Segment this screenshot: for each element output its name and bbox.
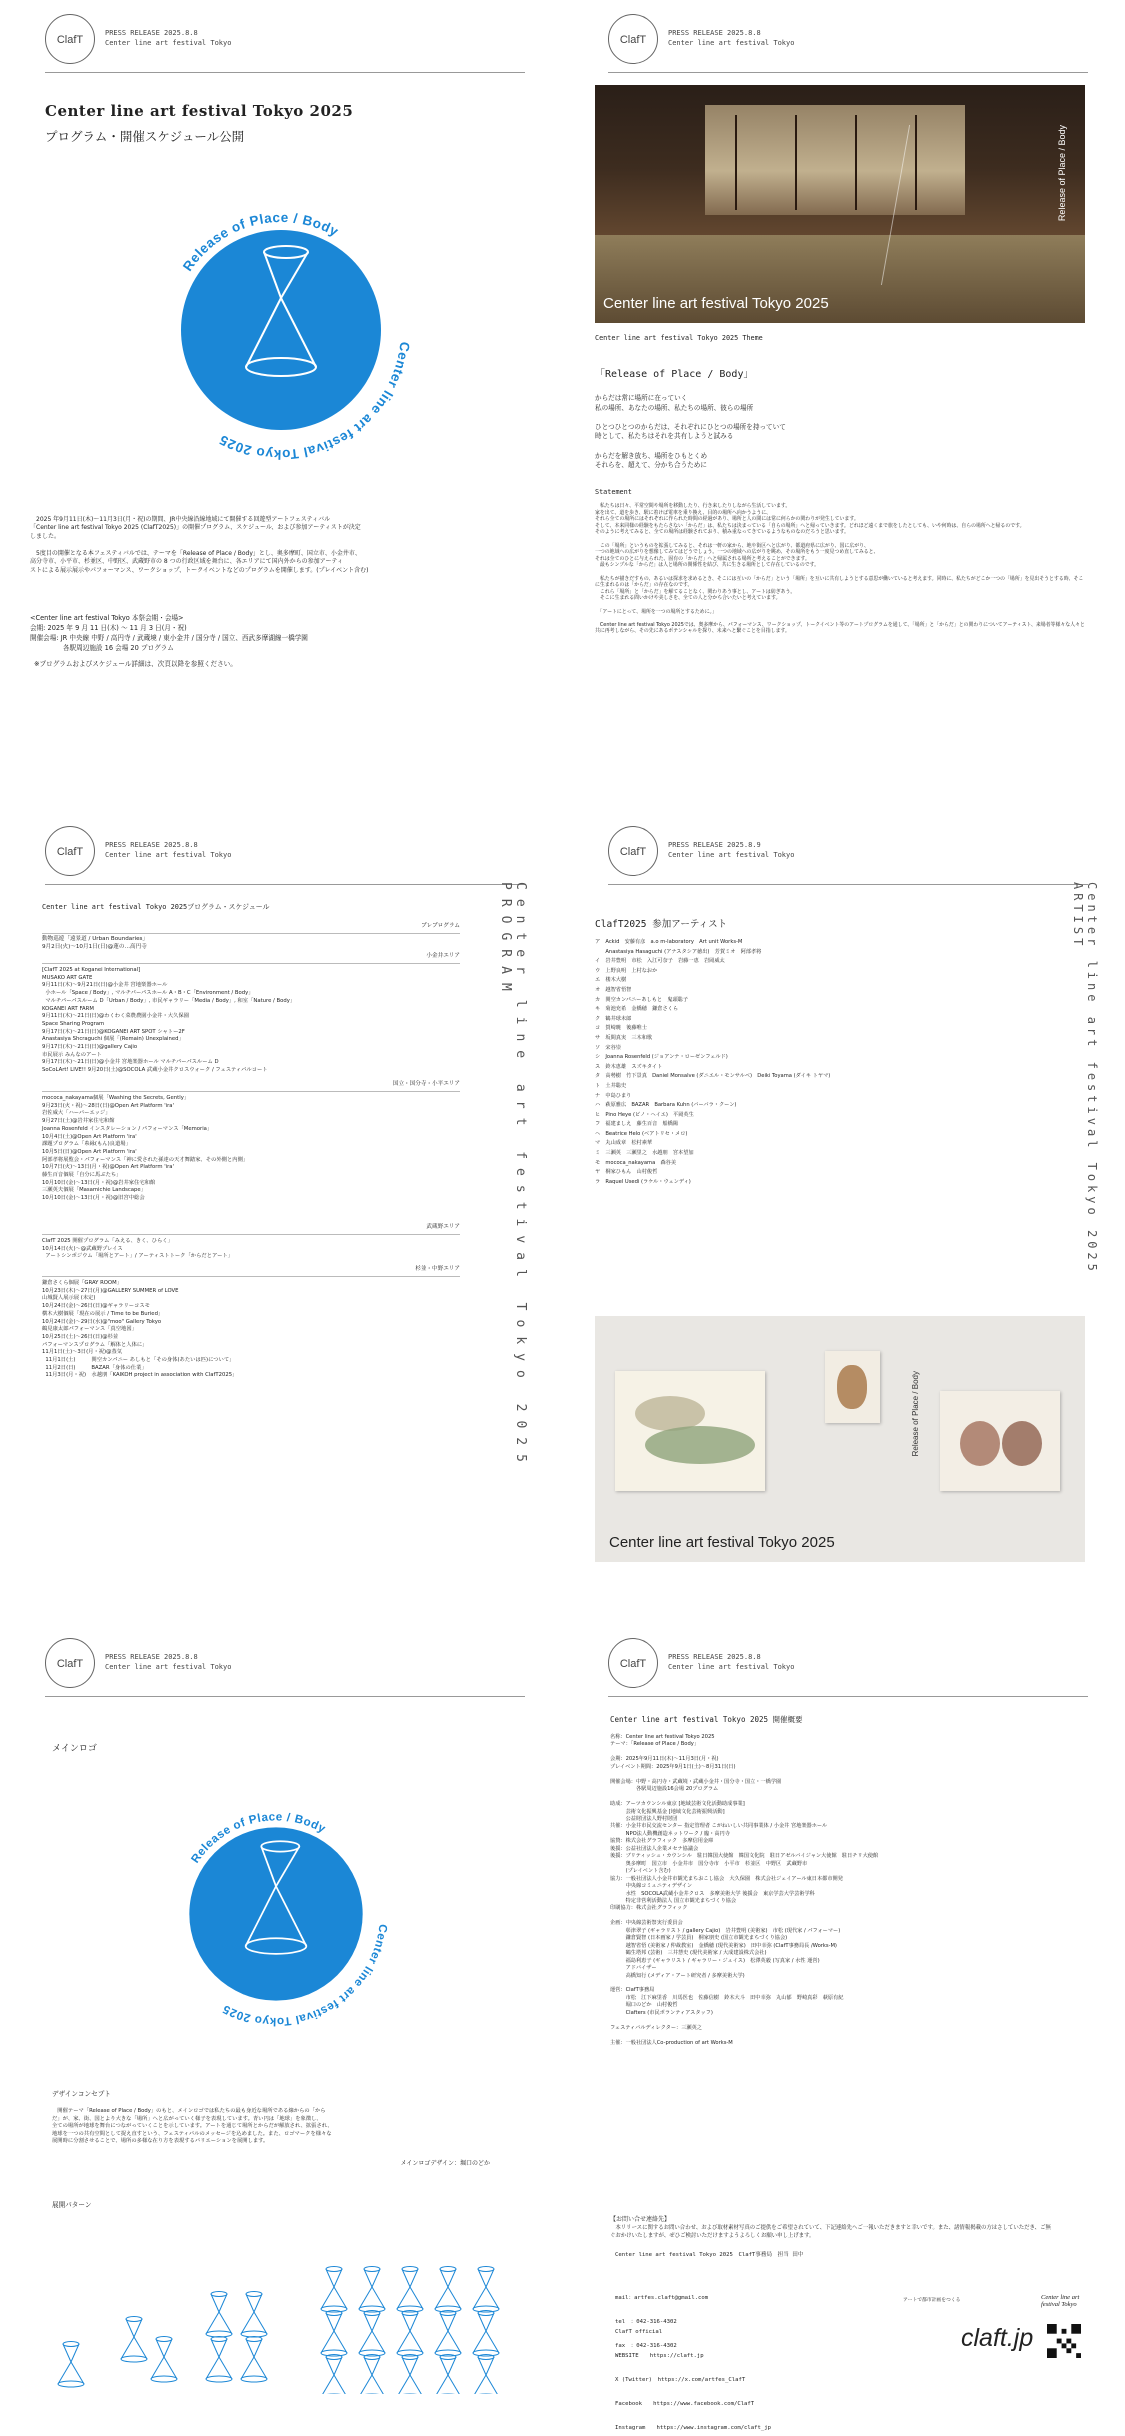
contact-label: 【お問い合せ連絡先】 xyxy=(610,2216,671,2223)
emblem-bottom-text: Center line art festival Tokyo 2025 xyxy=(220,1923,390,2029)
release-subtitle: プログラム・開催スケジュール公開 xyxy=(45,129,245,144)
contact-tel: tel ：042-316-4302 xyxy=(615,2319,677,2325)
claft-jp-logo: claft.jp xyxy=(961,2324,1034,2352)
theme-label: Center line art festival Tokyo 2025 Theme xyxy=(595,334,763,342)
page-header xyxy=(45,14,525,74)
pattern-icon-3 xyxy=(206,2292,267,2383)
program-koganei: [ClafT 2025 at Koganei International] MUSAKO ART GATE 9月11日(木)〜9月21日(日)@小金井 宮地楽器ホール 小ホール「Space / Body」, マルチパーパスホール A・B・C「Environment / Body」 マルチパーパスルーム D「Urban / Body」, 市民ギャラリー「Media / Body」, 和室「Nature / Body」 KOGANEI ART FARM 9月11日(木)〜21日(日)@わくわく菜農農園小金井・大久保園 Space Sharing Program 9月17日(木)〜21日(日)@KOGANEI ART SPOT シャトー2F Anastasiya Shcraguchi 個展「(Remain) Unexplained」 9月17日(木)〜21日(日)@gallery Cajio 市民展示 みんなのアート 9月17日(木)〜21日(日)@小金井 宮地楽器ホール マルチパーパスルーム D SoCoLArt! LIVE!! 9月20日(土)@SOCOLA 武蔵小金井クロスウォーク / フェスティバルコート xyxy=(42,967,296,1074)
header-divider xyxy=(608,72,1088,73)
mini-festival-logo: Center line art festival Tokyo xyxy=(1041,2294,1080,2308)
emblem-top-text: Release of Place / Body xyxy=(188,1810,328,1866)
statement-text: 私たちは日々、平常空間や場所を移動したり、行き来したりしながら生活しています。 家を出て、道を歩き、駅に着けば電車を乗り換え、目的の場所へ向かうように、 それら全ての場所にはそれぞれに作られた時間の経過があり、場所と人の間には常に何らかの関わりが発生しています。 そして、本来同様の経験をもたらさない「からだ」は、私たちは決まっている「自らの場所」へと帰っていきます。どれほど遠くまで旅をしたとしても、いや何時は、自らの場所へと帰るのです。 そのように考えてみると、全ての場所は経験されており、積み重なってきているようなものなのだろうと思います。 この「場所」というものを拡張してみると、それは一軒の家から、地や街区へと広がり、都道府県に広がり、国に広がり、 一つの地域への広がりを想像してみてはどうでしょう。一つの地域への広がりを眺め、その場所をもう一度見つめ直してみると、 それは全てのひとに与えられた、固有の「からだ」へと帰属される場所と考えることができます。 最もシンプルな「からだ」は人と場所の関係性を結び、共に生きる場所として存在しているのです。 私たちが描きだすもの、あるいは探求を求めるとき、そこには互いの「からだ」という「場所」を互いに共有しようとする意思が働いていると考えます。同時に、私たちがどこか一つの「場所」を見出そうとする時、そこに生まれるのは「からだ」の存在なのです。 これら「場所」と「からだ」を解てることなく、関わりあう事とし、アートは紡ぎあう。 そこに生まれる問いかけや美しさを、全ての人と分かち合いたいと考えています。 「アートにとって、場所を一つの場所とするために。」 Center line art festival Tokyo 2025では、奥多摩から、パフォーマンス、ワークショップ、トークイベント等のアートプログラムを通して、「場所」と「からだ」との関わりについてアーティスト、来場者等様々な人々と共に再考しながら、その先にあるポテンシャルを探り、未来へと繋ぐことを目指します。 xyxy=(595,503,1085,635)
qr-code-icon[interactable] xyxy=(1047,2324,1081,2358)
pattern-icon-1 xyxy=(58,2342,84,2388)
festival-info: <Center line art festival Tokyo 本祭会期・会場> 会期: 2025 年 9 月 11 日(木) 〜 11 月 3 日(月・祝) 開催会場: JR 中央線 中野 / 高円寺 / 武蔵境 / 東小金井 / 国分寺 / 国立、西武多摩湖線一橋学園 各駅周辺施設 16 会場 20 プログラム xyxy=(30,614,308,652)
header-subtitle: Center line art festival Tokyo xyxy=(668,851,795,859)
artist-vertical-title: Center line art festival Tokyo 2025 ARTIST xyxy=(1071,882,1099,1275)
main-logo-label: メインロゴ xyxy=(52,1744,97,1754)
program-suginami: 鎌倉さくら個展「GRAY ROOM」 10月23日(木)〜27日(月)@GALLERY SUMMER of LOVE 山城賢人展示展 (未定) 10月24日(金)〜26日(日)@ギャラリーコスモ 横木大樹個展「現在の展示 / Time to be Buried」 10月24日(金)〜29日(水)@"moo" Gallery Tokyo 鶴見康太郎パフォーマンス「真空地図」 10月25日(土)〜26日(日)@杉並 パフォーマンスプログラム「解体と人体に」 11月1日(土)〜3日(月・祝)@蒸気 11月1日(土) 関空カンパニー あしもと「その身体(あたいは匹)について」 11月2日(日) BAZAR「身体の仕業」 11月3日(月・祝) 水越朋「KAIKOH project in association with ClafT2025」 xyxy=(42,1280,238,1379)
qr-note: アートで都市計画をつくる xyxy=(903,2298,961,2303)
program-pre: 動物巡遊「遠景道 / Urban Boundaries」 9月2日(火)〜10月1日(日)@蓮の…高円寺 xyxy=(42,936,149,950)
theme-title: 「Release of Place / Body」 xyxy=(595,369,754,380)
pattern-label: 展開パターン xyxy=(52,2201,92,2209)
artwork-photo xyxy=(595,1316,1085,1562)
intro-paragraph: 2025 年9月11日(木)〜11月3日(月・祝)の期間、JR中央線沿線地域にて開催する回遊型アートフェスティバル 「Center line art festival Tokyo 2025 (ClafT2025)」の開催プログラム、スケジュール、および参加アーティストが決定 しました。 xyxy=(30,516,361,540)
program-kokubunji: mococa_nakayama個展「Washing the Secrets, Gently」 9月23日(火・祝)〜28日(日)@Open Art Platform 'ira' 岩佐威大「ハーバーエッジ」 9月27日(土)@岩井家住宅和館 Joanna Rosenfeld インスタレーション / パフォーマンス「Memoria」 10月4日(土)@Open Art Platform 'ira' 課題プログラム「糸縁(もん)良道場」 10月5日(日)@Open Art Platform 'ira' 阿部孝将展覧会・パフォーマンス「神に愛された孫達の天才舞踏家、その外側と内側」 10月7日(火)〜13日(月・祝)@Open Art Platform 'ira' 藤生百音個展「自分に馬ぶたち」 10月10日(金)〜13日(月・祝)@岩井家住宅和館 三瀬英夫個展「Masamichie Landscape」 10月10日(金)〜13日(月・祝)@旧宮中総会 xyxy=(42,1095,249,1202)
festival-emblem xyxy=(131,180,431,480)
header-divider xyxy=(608,1696,1088,1697)
area-musashino: 武蔵野エリア xyxy=(426,1224,460,1230)
release-date: PRESS RELEASE 2025.8.8 xyxy=(105,1653,198,1661)
photo-vertical-caption: Release of Place / Body xyxy=(911,1371,920,1457)
photo-vertical-caption: Release of Place / Body xyxy=(1057,125,1067,222)
claft-logo: ClafT xyxy=(608,826,658,876)
page-4 xyxy=(563,812,1125,1624)
schedule-note: ※プログラムおよびスケジュール詳細は、次頁以降を参照ください。 xyxy=(34,660,237,668)
overview-details: 名称：Center line art festival Tokyo 2025 テーマ：「Release of Place / Body」 会期：2025年9月11日(木)〜11月3日(月・祝) プレイベント期間：2025年9月1日(土)〜8月31日(日) 開催会場：中野・高円寺・武蔵境・武蔵小金井・国分寺・国立・一橋学園 各駅周辺施設16会場 20プログラム 助成：アーツカウンシル東京 [地域芸術文化活動助成事業] 芸術文化振興基金 [地域文化芸術振興活動] 公益財団法人野村財団 共催：小金井市民交流センター 指定管理者 こがねいしい共同事業体 / 小金井 宮地楽器ホール NPO法人動機創造ネットワーク / 臨・高円寺 協賛：株式会社グラフィック 多摩信用金庫 後援：公益社団法人企業メセナ協議会 後援：ブリティッシュ・カウンシル 駐日韓国大使館 韓国文化院 駐日アゼルバイジャン大使館 駐日チリ大使館 奥多摩町 国立市 小金井市 国分寺市 小平市 杉並区 中野区 武蔵野市 (プレイベント含む) 協力：一般社団法人小金井市観光まちおこし協会 大久保園 株式会社ジェイアール東日本都市開発 中央線コミュニティデザイン 水性 SOCOLA武蔵小金井クロス 多摩美術大学 後援会 東京学芸大学芸術学科 特定非営利活動法人 国立市観光まちづくり協会 印刷協力：株式会社グラフィック 企画：中央線芸術祭実行委員会 彰津翠子 (ギャラリスト / gallery Cajio) 岩井豊明 (美術家) 市松 (現代家 / パフォーマー) 鎌倉賢智 (日本画家 / 学芸員) 桐家朋史 (国立市観光まちづくり協会) 越智省悟 (美術家 / 仲裁教室) 金橋穂 (現代美術家) 田中幸弥 (ClafT事務局長 /Works-M) 鶴生塔邦 (芸術) 三井慧史 (現代美術家 / 大成建設株式会社) 福島利恵子 (ギャラリスト / ギャラリー・ジュイス) 松澤英毅 (写真家 / 水性 運営) アドバイザー 高橋知行 (メディア・アート研究者 / 多摩美術大学) 運営：ClafT事務局 市松 江下麻里香 川馬医也 佐藤信樹 鈴木大斗 田中幸弥 丸山郁 野崎真彩 萩原有紀 堀口のどか 山村俊哲 Clafters (市民ボランティアスタッフ) フェスティバルディレクター：三瀬英之 主催：一般社団法人Co-production of art Works-M xyxy=(610,1734,879,2046)
release-date: PRESS RELEASE 2025.8.8 xyxy=(668,29,761,37)
office-line: Center line art festival Tokyo 2025 ClafT事務局 担当 田中 xyxy=(615,2252,804,2258)
release-date: PRESS RELEASE 2025.8.8 xyxy=(105,29,198,37)
page-5 xyxy=(0,1624,562,2436)
header-divider xyxy=(45,72,525,73)
theme-poem: からだは常に場所に在っていく 私の場所、あなたの場所、私たちの場所、彼らの場所 ひとつひとつのからだは、それぞれにひとつの場所を持っていて 時として、私たちはそれを共有しようと試みる からだを解き放ち、場所をひもとくめ それらを、超えて、分かち合うために xyxy=(595,394,786,470)
area-suginami: 杉並・中野エリア xyxy=(415,1266,460,1272)
intro-paragraph-2: 5度目の開催となる本フェスティバルでは、テーマを「Release of Place / Body」とし、奥多摩町、国立市、小金井市、 高分寺市、小平市、杉並区、中野区、武蔵野市の 8 つの行政区域を舞台に、各エリアにて国内外からの参加アーティ ストによる展示展示やパフォーマンス、ワークショップ、トークイベントなどのプログラムを開催します。(プレイベント含む) xyxy=(30,550,369,574)
page-header xyxy=(608,826,1088,886)
photo-caption: Center line art festival Tokyo 2025 xyxy=(603,295,829,312)
header-subtitle: Center line art festival Tokyo xyxy=(668,39,795,47)
page-header xyxy=(608,1638,1088,1698)
release-date: PRESS RELEASE 2025.8.8 xyxy=(668,1653,761,1661)
release-date: PRESS RELEASE 2025.8.8 xyxy=(105,841,198,849)
claft-logo: ClafT xyxy=(45,14,95,64)
program-vertical-title: Center line art festival Tokyo 2025 PROGRAM xyxy=(498,882,528,1471)
page-header xyxy=(45,1638,525,1698)
main-logo-emblem xyxy=(146,1784,406,2044)
release-date: PRESS RELEASE 2025.8.9 xyxy=(668,841,761,849)
venue-photo xyxy=(595,85,1085,323)
website-link[interactable]: WEBSITE https://claft.jp xyxy=(615,2353,704,2359)
header-subtitle: Center line art festival Tokyo xyxy=(105,851,232,859)
contact-mail[interactable]: mail：artfes.claft@gmail.com xyxy=(615,2295,709,2301)
contact-fax: fax ：042-316-4302 xyxy=(615,2343,677,2349)
emblem-bottom-text: Center line art festival Tokyo 2025 xyxy=(216,340,413,463)
release-title: Center line art festival Tokyo 2025 xyxy=(45,102,354,120)
statement-label: Statement xyxy=(595,488,632,496)
area-kokubunji: 国立・国分寺・小平エリア xyxy=(392,1081,460,1087)
page-header xyxy=(45,826,525,886)
claft-logo: ClafT xyxy=(608,1638,658,1688)
claft-logo: ClafT xyxy=(45,826,95,876)
logo-designer: メインロゴデザイン：堀口のどか xyxy=(400,2160,490,2167)
overview-heading: Center line art festival Tokyo 2025 開催概要 xyxy=(610,1715,803,1724)
header-divider xyxy=(45,1696,525,1697)
pattern-icon-4 xyxy=(321,2267,499,2395)
header-divider xyxy=(45,884,525,885)
header-subtitle: Center line art festival Tokyo xyxy=(668,1663,795,1671)
artist-heading: ClafT2025 参加アーティスト xyxy=(595,919,728,930)
page-2 xyxy=(563,0,1125,812)
instagram-link[interactable]: Instagram https://www.instagram.com/claft_jp xyxy=(615,2425,771,2431)
concept-label: デザインコンセプト xyxy=(52,2090,111,2098)
claft-logo: ClafT xyxy=(45,1638,95,1688)
header-subtitle: Center line art festival Tokyo xyxy=(105,1663,232,1671)
page-1 xyxy=(0,0,562,812)
area-pre: プレプログラム xyxy=(421,923,460,929)
pattern-variations xyxy=(44,2264,514,2394)
pattern-icon-2 xyxy=(121,2317,177,2383)
artist-list: ア Ackid 安藤有彦 a.o m-laboratory Art unit Works-M Anastasiya Hasaguchi (アナスタシア徳出) 芳賀ミオ 阿部孝将 イ 岩井豊明 市松 入江可奈子 岩藤一恵 岩岡威太 ウ 上野良明 上村なおか エ 楼木大樹 オ 越智省悟智 カ 関空カンパニーあしもと 鬼頭聡子 キ 菊池充希 金橋穂 鎌倉さくら ク 鶴井球未郎 コ 賀崎暁 後藤唯士 サ 坂間真実 三木和歌 ソ 宋谷崇 シ Joanna Rosenfeld (ジョアンナ・ローゼンフェルド) ス 鈴木恵雄 スズキタイト タ 高勢樹 竹下景真 Daniel Monsalve (ダニエル・モンサルベ) Deiki Toyama (ダイキ トヤマ) ト 土井聡史 ナ 中島ひまり ハ 萩原雅広 BAZAR Barbara Kuhn (バーバラ・クーン) ヒ Pino Heye (ピノ・ヘイエ) 平岡英生 フ 福建ましえ 藤生百音 船橋陽 ヘ Beatrice Helo (ベアトリセ・メロ) マ 丸山成章 松村素華 ミ 三瀬英 三瀬里之 水越朋 宮本望加 モ mococa_nakayama 森谷美 ヤ 桐家ひもん 山村俊哲 ラ Raquel Usedi (ラケル・ウェンディ) xyxy=(595,939,831,1185)
header-subtitle: Center line art festival Tokyo xyxy=(105,39,232,47)
page-header xyxy=(608,14,1088,74)
facebook-link[interactable]: Facebook https://www.facebook.com/ClafT xyxy=(615,2401,755,2407)
emblem-top-text: Release of Place / Body xyxy=(179,209,342,274)
program-musashino: ClafT 2025 開催プログラム「みえる、きく、ひらく」 10月14日(火)〜@武蔵野プレイス アートシンポジウム「場所とアート」/ アーティストトーク「からだとアート」 xyxy=(42,1238,233,1260)
header-divider xyxy=(608,884,1088,885)
page-3 xyxy=(0,812,562,1624)
twitter-link[interactable]: X (Twitter) https://x.com/artfes_ClafT xyxy=(615,2377,746,2383)
contact-text: 本リリースに関するお問い合わせ、および取材素材写真のご提供をご希望されていて、下記連絡先へご一報いただきますと幸いです。また、諸情報掲載の方はさしていただき、ご無ぐおかけいたしますが、ぜひご検討いただけますようよろしくお願い申し上げます。 xyxy=(610,2225,1051,2239)
area-koganei: 小金井エリア xyxy=(426,953,460,959)
claft-logo: ClafT xyxy=(608,14,658,64)
photo-caption: Center line art festival Tokyo 2025 xyxy=(609,1534,835,1551)
program-heading: Center line art festival Tokyo 2025プログラム・スケジュール xyxy=(42,903,270,911)
official-label: ClafT official xyxy=(615,2329,663,2335)
page-6 xyxy=(563,1624,1125,2436)
concept-text: 開催テーマ「Release of Place / Body」のもと、メインロゴでは私たちの最も身近な場所である線からの「から だ」が、家、街、国とより大きな「場所」へと広がっていく様子を表現しています。青い円は「地球」を象徴し、 全ての場所が地球を舞台につながっていくことを示しています。アートを通じて場所とからだが解放され、拡張され、 地球を一つの共有空間として捉え直すという、フェスティバルのメッセージを込めました。また、ロゴマークを様々な 展開時に分割させることで、場所の多様な在り方を表現するバリエーションを展開します。 xyxy=(52,2108,333,2145)
